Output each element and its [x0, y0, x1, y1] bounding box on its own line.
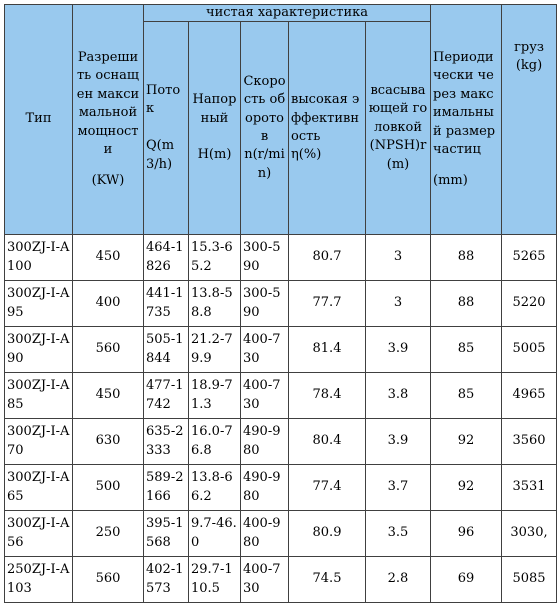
- cell-type: 300ZJ-I-A70: [5, 419, 73, 465]
- cell-speed: 400-730: [241, 327, 289, 373]
- cell-speed: 300-590: [241, 281, 289, 327]
- cell-efficiency: 81.4: [289, 327, 366, 373]
- header-power: [73, 5, 144, 235]
- table-body: [5, 235, 557, 603]
- cell-type: 300ZJ-I-A65: [5, 465, 73, 511]
- cell-type: 250ZJ-I-A103: [5, 557, 73, 603]
- cell-head: 21.2-79.9: [189, 327, 241, 373]
- cell-type: 300ZJ-I-A90: [5, 327, 73, 373]
- table-row: [5, 557, 557, 603]
- pump-spec-table: [4, 4, 557, 603]
- cell-flow: 441-1735: [144, 281, 189, 327]
- cell-head: 16.0-76.8: [189, 419, 241, 465]
- cell-flow: 395-1568: [144, 511, 189, 557]
- cell-weight: 3531: [502, 465, 557, 511]
- header-particle: [431, 5, 502, 235]
- cell-efficiency: 80.9: [289, 511, 366, 557]
- cell-power: 560: [73, 327, 144, 373]
- cell-weight: 3030,: [502, 511, 557, 557]
- header-efficiency-unit: η(%): [291, 147, 322, 163]
- cell-efficiency: 80.7: [289, 235, 366, 281]
- cell-particle: 88: [431, 281, 502, 327]
- header-npsh-label: всасывающей головкой: [368, 82, 428, 135]
- cell-flow: 635-2333: [144, 419, 189, 465]
- header-power-label: Разрешить оснащен максимальной мощности: [76, 49, 140, 158]
- header-efficiency-label: высокая эффективность: [291, 92, 360, 144]
- cell-flow: 402-1573: [144, 557, 189, 603]
- cell-particle: 96: [431, 511, 502, 557]
- cell-speed: 400-730: [241, 557, 289, 603]
- cell-speed: 300-590: [241, 235, 289, 281]
- cell-flow: 505-1844: [144, 327, 189, 373]
- cell-flow: 464-1826: [144, 235, 189, 281]
- header-flow-unit: Q(m3/h): [146, 138, 175, 172]
- cell-head: 13.8-58.8: [189, 281, 241, 327]
- cell-npsh: 2.8: [366, 557, 431, 603]
- cell-weight: 3560: [502, 419, 557, 465]
- header-efficiency: [289, 22, 366, 235]
- header-weight: [502, 5, 557, 235]
- cell-head: 29.7-110.5: [189, 557, 241, 603]
- header-flow: [144, 22, 189, 235]
- cell-type: 300ZJ-I-A85: [5, 373, 73, 419]
- cell-npsh: 3.5: [366, 511, 431, 557]
- header-power-unit: (KW): [91, 172, 125, 188]
- header-head-label: Напорный: [192, 92, 237, 126]
- cell-npsh: 3.9: [366, 327, 431, 373]
- cell-speed: 490-980: [241, 465, 289, 511]
- header-flow-label: Поток: [146, 82, 181, 117]
- header-npsh-unit: (NPSH)r (m): [369, 138, 427, 172]
- header-speed: [241, 22, 289, 235]
- cell-efficiency: 78.4: [289, 373, 366, 419]
- header-head: [189, 22, 241, 235]
- cell-type: 300ZJ-I-A56: [5, 511, 73, 557]
- spec-table-container: [4, 4, 557, 603]
- cell-flow: 589-2166: [144, 465, 189, 511]
- cell-particle: 85: [431, 373, 502, 419]
- cell-particle: 69: [431, 557, 502, 603]
- cell-npsh: 3: [366, 281, 431, 327]
- cell-power: 250: [73, 511, 144, 557]
- table-row: [5, 327, 557, 373]
- cell-power: 560: [73, 557, 144, 603]
- header-head-unit: H(m): [197, 147, 232, 163]
- table-row: [5, 235, 557, 281]
- table-row: [5, 373, 557, 419]
- cell-efficiency: 80.4: [289, 419, 366, 465]
- cell-head: 9.7-46.0: [189, 511, 241, 557]
- header-particle-unit: (mm): [433, 172, 468, 188]
- cell-npsh: 3.9: [366, 419, 431, 465]
- cell-flow: 477-1742: [144, 373, 189, 419]
- cell-head: 15.3-65.2: [189, 235, 241, 281]
- header-group-clean-characteristics: чистая характеристика: [144, 5, 431, 22]
- cell-power: 500: [73, 465, 144, 511]
- cell-weight: 5220: [502, 281, 557, 327]
- header-npsh: [366, 22, 431, 235]
- cell-head: 13.8-66.2: [189, 465, 241, 511]
- cell-speed: 400-980: [241, 511, 289, 557]
- table-row: [5, 281, 557, 327]
- cell-type: 300ZJ-I-A100: [5, 235, 73, 281]
- table-row: [5, 419, 557, 465]
- cell-npsh: 3.7: [366, 465, 431, 511]
- cell-power: 450: [73, 235, 144, 281]
- cell-power: 630: [73, 419, 144, 465]
- cell-particle: 88: [431, 235, 502, 281]
- cell-efficiency: 77.7: [289, 281, 366, 327]
- cell-speed: 490-980: [241, 419, 289, 465]
- cell-weight: 5265: [502, 235, 557, 281]
- cell-power: 450: [73, 373, 144, 419]
- cell-type: 300ZJ-I-A95: [5, 281, 73, 327]
- header-type: Тип: [5, 5, 73, 235]
- cell-npsh: 3.8: [366, 373, 431, 419]
- header-weight-unit: (kg): [515, 58, 543, 74]
- cell-particle: 92: [431, 419, 502, 465]
- cell-weight: 5005: [502, 327, 557, 373]
- cell-npsh: 3: [366, 235, 431, 281]
- header-speed-label: Скорость оборотов: [243, 73, 286, 144]
- table-row: [5, 511, 557, 557]
- cell-efficiency: 77.4: [289, 465, 366, 511]
- table-row: [5, 465, 557, 511]
- cell-efficiency: 74.5: [289, 557, 366, 603]
- cell-particle: 85: [431, 327, 502, 373]
- header-speed-unit: n(r/min): [244, 147, 285, 181]
- cell-power: 400: [73, 281, 144, 327]
- cell-weight: 5085: [502, 557, 557, 603]
- header-particle-label: Периодически через максимальный размер частиц: [433, 49, 496, 158]
- cell-weight: 4965: [502, 373, 557, 419]
- header-weight-label: груз: [514, 40, 544, 55]
- cell-head: 18.9-71.3: [189, 373, 241, 419]
- cell-speed: 400-730: [241, 373, 289, 419]
- cell-particle: 92: [431, 465, 502, 511]
